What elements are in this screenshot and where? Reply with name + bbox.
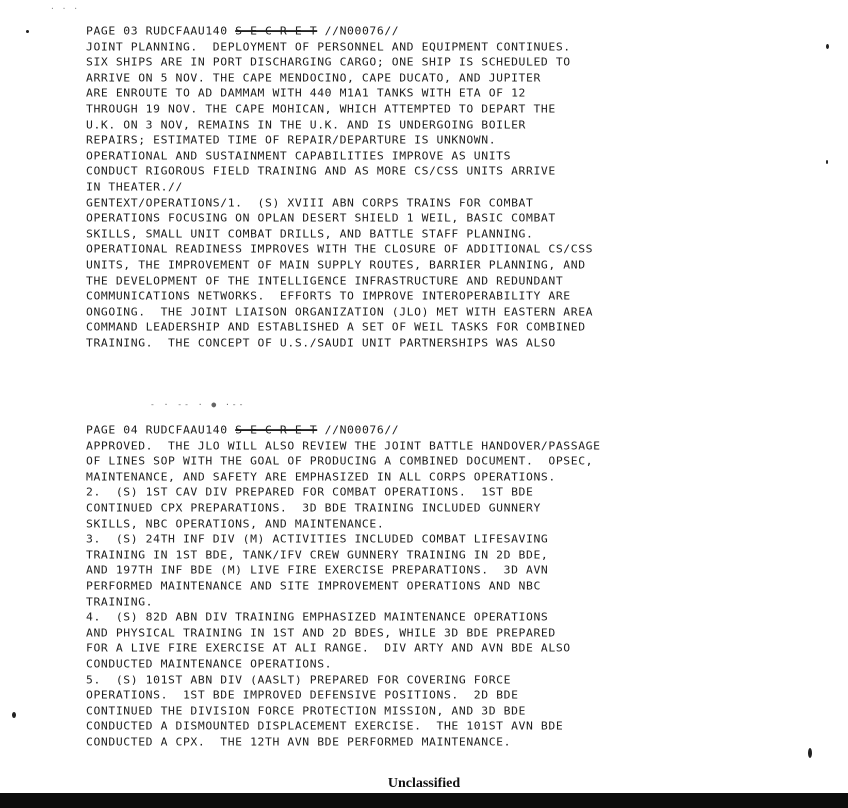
text-line: CONDUCTED MAINTENANCE OPERATIONS. bbox=[86, 657, 333, 671]
text-line: 3. (S) 24TH INF DIV (M) ACTIVITIES INCLUDED COMBAT LIFESAVING bbox=[86, 532, 549, 546]
body-text bbox=[86, 40, 686, 352]
text-line: CONDUCT RIGOROUS FIELD TRAINING AND AS MORE CS/CSS UNITS ARRIVE bbox=[86, 164, 556, 178]
page-separator: - · -- · ● ·-- bbox=[150, 400, 246, 409]
page-header bbox=[86, 424, 686, 438]
body-text bbox=[86, 439, 686, 751]
text-line: COMMAND LEADERSHIP AND ESTABLISHED A SET OF WEIL TASKS FOR COMBINED bbox=[86, 320, 586, 334]
text-line: SKILLS, SMALL UNIT COMBAT DRILLS, AND BATTLE STAFF PLANNING. bbox=[86, 227, 534, 241]
text-line: U.K. ON 3 NOV, REMAINS IN THE U.K. AND IS UNDERGOING BOILER bbox=[86, 118, 527, 132]
text-line: SKILLS, NBC OPERATIONS, AND MAINTENANCE. bbox=[86, 517, 385, 531]
classification-footer: Unclassified bbox=[387, 776, 461, 791]
scan-speck bbox=[26, 30, 29, 33]
text-line: SIX SHIPS ARE IN PORT DISCHARGING CARGO; ONE SHIP IS SCHEDULED TO bbox=[86, 55, 571, 69]
scan-speck bbox=[826, 160, 828, 164]
text-line: 2. (S) 1ST CAV DIV PREPARED FOR COMBAT OPERATIONS. 1ST BDE bbox=[86, 485, 534, 499]
text-line: TRAINING. bbox=[86, 595, 154, 609]
text-line: FOR A LIVE FIRE EXERCISE AT ALI RANGE. DIV ARTY AND AVN BDE ALSO bbox=[86, 641, 571, 655]
text-line: THE DEVELOPMENT OF THE INTELLIGENCE INFRASTRUCTURE AND REDUNDANT bbox=[86, 274, 564, 288]
scan-speck bbox=[12, 712, 16, 718]
text-line: UNITS, THE IMPROVEMENT OF MAIN SUPPLY ROUTES, BARRIER PLANNING, AND bbox=[86, 258, 586, 272]
text-line: JOINT PLANNING. DEPLOYMENT OF PERSONNEL AND EQUIPMENT CONTINUES. bbox=[86, 40, 571, 54]
text-line: TRAINING IN 1ST BDE, TANK/IFV CREW GUNNERY TRAINING IN 2D BDE, bbox=[86, 548, 549, 562]
document-section-page-04 bbox=[86, 423, 686, 750]
page-header bbox=[86, 25, 686, 39]
text-line: THROUGH 19 NOV. THE CAPE MOHICAN, WHICH ATTEMPTED TO DEPART THE bbox=[86, 102, 556, 116]
text-line: ARRIVE ON 5 NOV. THE CAPE MENDOCINO, CAPE DUCATO, AND JUPITER bbox=[86, 71, 541, 85]
text-line: TRAINING. THE CONCEPT OF U.S./SAUDI UNIT PARTNERSHIPS WAS ALSO bbox=[86, 336, 556, 350]
text-line: REPAIRS; ESTIMATED TIME OF REPAIR/DEPARTURE IS UNKNOWN. bbox=[86, 133, 497, 147]
scan-speck bbox=[808, 748, 812, 758]
text-line: OPERATIONS FOCUSING ON OPLAN DESERT SHIELD 1 WEIL, BASIC COMBAT bbox=[86, 211, 556, 225]
text-line: AND PHYSICAL TRAINING IN 1ST AND 2D BDES, WHILE 3D BDE PREPARED bbox=[86, 626, 556, 640]
text-line: OPERATIONAL READINESS IMPROVES WITH THE CLOSURE OF ADDITIONAL CS/CSS bbox=[86, 242, 594, 256]
scan-header-noise: · · · bbox=[50, 4, 80, 13]
text-line: PERFORMED MAINTENANCE AND SITE IMPROVEMENT OPERATIONS AND NBC bbox=[86, 579, 541, 593]
page-header-id: PAGE 03 RUDCFAAU140 bbox=[86, 24, 236, 38]
scan-bottom-border bbox=[0, 793, 848, 808]
page-header-suffix: //N00076// bbox=[317, 24, 400, 38]
text-line: MAINTENANCE, AND SAFETY ARE EMPHASIZED IN ALL CORPS OPERATIONS. bbox=[86, 470, 556, 484]
text-line: 5. (S) 101ST ABN DIV (AASLT) PREPARED FOR COVERING FORCE bbox=[86, 673, 512, 687]
classification-marking: S E C R E T bbox=[235, 423, 318, 437]
text-line: CONTINUED THE DIVISION FORCE PROTECTION MISSION, AND 3D BDE bbox=[86, 704, 527, 718]
text-line: GENTEXT/OPERATIONS/1. (S) XVIII ABN CORPS TRAINS FOR COMBAT bbox=[86, 196, 534, 210]
text-line: ARE ENROUTE TO AD DAMMAM WITH 440 M1A1 TANKS WITH ETA OF 12 bbox=[86, 86, 527, 100]
text-line: ONGOING. THE JOINT LIAISON ORGANIZATION (JLO) MET WITH EASTERN AREA bbox=[86, 305, 594, 319]
text-line: OF LINES SOP WITH THE GOAL OF PRODUCING A COMBINED DOCUMENT. OPSEC, bbox=[86, 454, 594, 468]
document-section-page-03 bbox=[86, 24, 686, 351]
text-line: OPERATIONS. 1ST BDE IMPROVED DEFENSIVE POSITIONS. 2D BDE bbox=[86, 688, 519, 702]
text-line: COMMUNICATIONS NETWORKS. EFFORTS TO IMPROVE INTEROPERABILITY ARE bbox=[86, 289, 571, 303]
text-line: CONTINUED CPX PREPARATIONS. 3D BDE TRAINING INCLUDED GUNNERY bbox=[86, 501, 541, 515]
text-line: CONDUCTED A DISMOUNTED DISPLACEMENT EXERCISE. THE 101ST AVN BDE bbox=[86, 719, 564, 733]
classification-marking: S E C R E T bbox=[235, 24, 318, 38]
text-line: AND 197TH INF BDE (M) LIVE FIRE EXERCISE PREPARATIONS. 3D AVN bbox=[86, 563, 549, 577]
page-header-suffix: //N00076// bbox=[317, 423, 400, 437]
scan-speck bbox=[826, 44, 829, 49]
text-line: 4. (S) 82D ABN DIV TRAINING EMPHASIZED MAINTENANCE OPERATIONS bbox=[86, 610, 549, 624]
text-line: CONDUCTED A CPX. THE 12TH AVN BDE PERFORMED MAINTENANCE. bbox=[86, 735, 512, 749]
text-line: IN THEATER.// bbox=[86, 180, 183, 194]
text-line: APPROVED. THE JLO WILL ALSO REVIEW THE JOINT BATTLE HANDOVER/PASSAGE bbox=[86, 439, 601, 453]
page-header-id: PAGE 04 RUDCFAAU140 bbox=[86, 423, 236, 437]
text-line: OPERATIONAL AND SUSTAINMENT CAPABILITIES IMPROVE AS UNITS bbox=[86, 149, 512, 163]
